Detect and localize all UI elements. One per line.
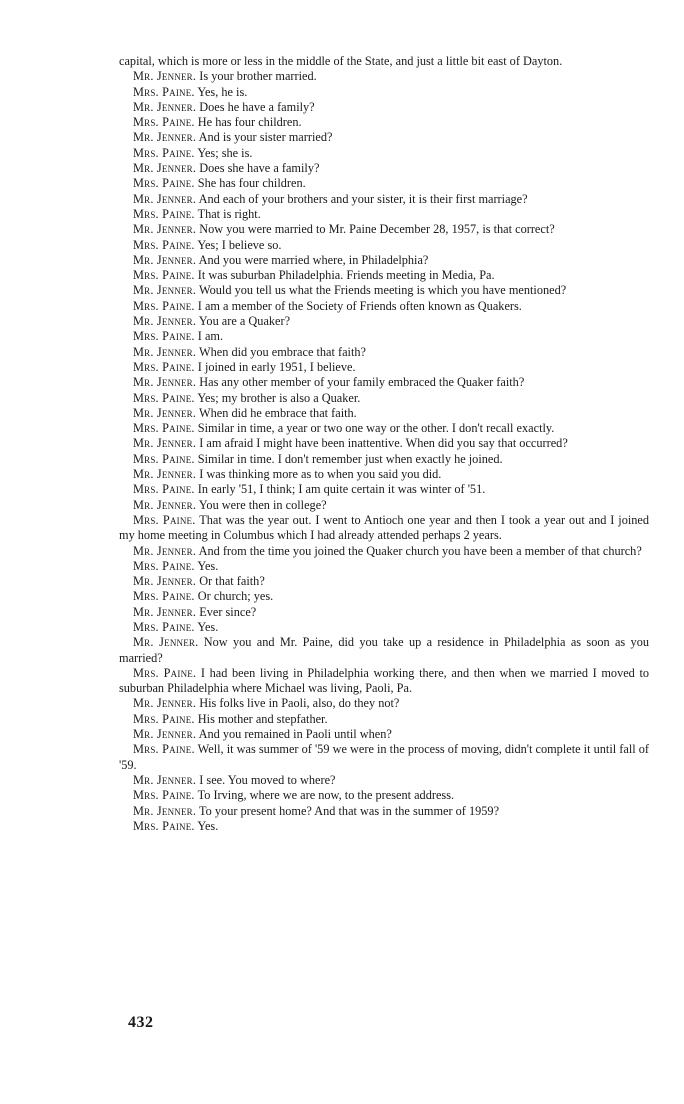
speech-text: Yes. (197, 818, 219, 833)
testimony-paragraph (119, 589, 649, 604)
speech-text: When did you embrace that faith? (199, 344, 366, 359)
testimony-paragraph (119, 482, 649, 497)
speech-text: Now you and Mr. Paine, did you take up a residence in Philadelphia as soon as you married? (119, 635, 649, 665)
speaker-label: Mrs. Paine. (133, 84, 195, 99)
speech-text: And is your sister married? (198, 130, 333, 145)
speaker-label: Mr. Jenner. (133, 467, 197, 482)
speaker-label: Mrs. Paine. (133, 711, 195, 726)
speaker-label: Mr. Jenner. (133, 252, 197, 267)
speech-text: Is your brother married. (199, 69, 317, 84)
testimony-paragraph (119, 421, 649, 436)
testimony-paragraph (119, 314, 649, 329)
testimony-paragraph (119, 788, 649, 803)
speaker-label: Mrs. Paine. (133, 482, 195, 497)
speech-text: Yes. (197, 558, 219, 573)
speech-text: That was the year out. I went to Antioch one year and then I took a year out and I joined my home meeting in Columbus which I had already attended perhaps 2 years. (119, 512, 650, 543)
testimony-paragraph (119, 712, 649, 727)
testimony-paragraph (119, 605, 649, 620)
speaker-label: Mr. Jenner. (133, 405, 197, 420)
speaker-label: Mrs. Paine. (133, 451, 195, 466)
page-number: 432 (128, 1014, 154, 1031)
speaker-label: Mrs. Paine. (133, 558, 195, 573)
testimony-paragraph (119, 498, 649, 513)
testimony-paragraph (119, 635, 649, 666)
speaker-label: Mrs. Paine. (133, 176, 195, 191)
speaker-label: Mrs. Paine. (133, 115, 195, 130)
testimony-paragraph (119, 467, 649, 482)
testimony-paragraph (119, 115, 649, 130)
speaker-label: Mr. Jenner. (133, 191, 197, 206)
testimony-paragraph (119, 513, 649, 544)
speech-text: Well, it was summer of '59 we were in the process of moving, didn't complete it until fall of '59. (119, 742, 649, 772)
speech-text: Similar in time, a year or two one way or the other. I don't recall exactly. (197, 421, 555, 436)
speaker-label: Mr. Jenner. (133, 314, 197, 329)
speaker-label: Mrs. Paine. (133, 268, 195, 283)
testimony-paragraph (119, 452, 649, 467)
testimony-paragraph (119, 819, 649, 834)
testimony-paragraph (119, 192, 649, 207)
testimony-paragraph (119, 176, 649, 191)
speaker-label: Mrs. Paine. (133, 298, 195, 313)
speaker-label: Mr. Jenner. (133, 696, 197, 711)
testimony-paragraph (119, 238, 649, 253)
testimony-paragraph (119, 391, 649, 406)
speech-text: Yes; I believe so. (197, 237, 282, 252)
testimony-paragraph (119, 742, 649, 773)
testimony-paragraph (119, 283, 649, 298)
speech-text: Would you tell us what the Friends meeting is which you have mentioned? (199, 283, 567, 298)
testimony-paragraph (119, 544, 649, 559)
speaker-label: Mr. Jenner. (133, 222, 197, 237)
speaker-label: Mrs. Paine. (133, 145, 195, 160)
testimony-paragraph (119, 375, 649, 390)
testimony-paragraph (119, 804, 649, 819)
speaker-label: Mrs. Paine. (133, 329, 195, 344)
speaker-label: Mrs. Paine. (133, 619, 195, 634)
speech-text: Has any other member of your family embraced the Quaker faith? (199, 375, 525, 390)
speaker-label: Mr. Jenner. (133, 803, 197, 818)
speech-text: Does she have a family? (199, 161, 320, 176)
speech-text: Or that faith? (199, 574, 265, 589)
testimony-paragraph (119, 299, 649, 314)
speech-text: To your present home? And that was in the summer of 1959? (199, 803, 500, 818)
testimony-paragraph (119, 161, 649, 176)
speaker-label: Mr. Jenner. (133, 436, 197, 451)
testimony-paragraph (119, 360, 649, 375)
speech-text: I had been living in Philadelphia working there, and then when we married I moved to suburban Philadelphia where Michael was living, Paoli, Pa. (119, 665, 650, 696)
speech-text: Does he have a family? (199, 99, 315, 114)
speaker-label: Mr. Jenner. (133, 130, 197, 145)
speaker-label: Mrs. Paine. (133, 589, 195, 604)
speech-text: Ever since? (199, 604, 257, 619)
testimony-paragraph (119, 436, 649, 451)
testimony-paragraph (119, 559, 649, 574)
testimony-paragraph (119, 85, 649, 100)
speech-text: Yes, he is. (197, 84, 248, 99)
speaker-label: Mr. Jenner. (133, 772, 197, 787)
speaker-label: Mr. Jenner. (133, 69, 197, 84)
speech-text: In early '51, I think; I am quite certain it was winter of '51. (197, 482, 486, 497)
speaker-label: Mr. Jenner. (133, 161, 197, 176)
testimony-paragraph (119, 727, 649, 742)
speech-text: You were then in college? (198, 497, 327, 512)
speaker-label: Mr. Jenner. (133, 344, 197, 359)
testimony-paragraph (119, 207, 649, 222)
speech-text: I am. (197, 329, 224, 344)
speech-text: And from the time you joined the Quaker church you have been a member of that church? (198, 543, 642, 558)
speech-text: Now you were married to Mr. Paine December 28, 1957, is that correct? (199, 222, 555, 237)
speech-text: Or church; yes. (197, 589, 274, 604)
speech-text: His folks live in Paoli, also, do they not? (199, 696, 400, 711)
speaker-label: Mrs. Paine. (133, 788, 195, 803)
speaker-label: Mr. Jenner. (133, 543, 197, 558)
speaker-label: Mr. Jenner. (133, 375, 197, 390)
speech-text: I was thinking more as to when you said you did. (199, 467, 442, 482)
testimony-paragraph (119, 329, 649, 344)
speaker-label: Mrs. Paine. (133, 206, 195, 221)
speech-text: Yes; she is. (197, 145, 253, 160)
testimony-paragraph (119, 268, 649, 283)
testimony-paragraph (119, 130, 649, 145)
speech-text: His mother and stepfather. (197, 711, 328, 726)
testimony-paragraph (119, 146, 649, 161)
testimony-paragraph (119, 620, 649, 635)
speaker-label: Mrs. Paine. (133, 512, 196, 527)
speech-text: capital, which is more or less in the middle of the State, and just a little bit east of Dayton. (119, 54, 563, 68)
testimony-text (119, 54, 649, 834)
speaker-label: Mr. Jenner. (133, 99, 197, 114)
speech-text: You are a Quaker? (198, 314, 291, 329)
speaker-label: Mr. Jenner. (133, 635, 199, 650)
speech-text: Similar in time. I don't remember just when exactly he joined. (197, 451, 503, 466)
speech-text: To Irving, where we are now, to the present address. (197, 788, 455, 803)
speaker-label: Mrs. Paine. (133, 818, 195, 833)
speech-text: I joined in early 1951, I believe. (197, 359, 356, 374)
speaker-label: Mr. Jenner. (133, 604, 197, 619)
speaker-label: Mrs. Paine. (133, 742, 195, 757)
testimony-paragraph (119, 406, 649, 421)
speech-text: I see. You moved to where? (199, 772, 336, 787)
speaker-label: Mr. Jenner. (133, 497, 197, 512)
speech-text: He has four children. (197, 115, 302, 130)
speech-text: That is right. (197, 206, 261, 221)
speaker-label: Mr. Jenner. (133, 283, 197, 298)
speaker-label: Mrs. Paine. (133, 421, 195, 436)
speaker-label: Mrs. Paine. (133, 359, 195, 374)
speech-text: I am afraid I might have been inattentive. When did you say that occurred? (199, 436, 568, 451)
testimony-paragraph (119, 54, 649, 69)
speech-text: Yes. (197, 619, 219, 634)
speech-text: Yes; my brother is also a Quaker. (197, 390, 361, 405)
testimony-paragraph (119, 574, 649, 589)
speech-text: When did he embrace that faith. (199, 405, 357, 420)
speech-text: She has four children. (197, 176, 306, 191)
speaker-label: Mrs. Paine. (133, 390, 195, 405)
speaker-label: Mr. Jenner. (133, 574, 197, 589)
speech-text: It was suburban Philadelphia. Friends meeting in Media, Pa. (197, 268, 495, 283)
speech-text: And you remained in Paoli until when? (198, 727, 392, 742)
speech-text: And each of your brothers and your sister, it is their first marriage? (198, 191, 528, 206)
speaker-label: Mrs. Paine. (133, 237, 195, 252)
testimony-paragraph (119, 69, 649, 84)
speech-text: And you were married where, in Philadelphia? (198, 252, 429, 267)
speech-text: I am a member of the Society of Friends often known as Quakers. (197, 298, 522, 313)
testimony-paragraph (119, 345, 649, 360)
testimony-paragraph (119, 100, 649, 115)
testimony-paragraph (119, 666, 649, 697)
speaker-label: Mr. Jenner. (133, 727, 197, 742)
speaker-label: Mrs. Paine. (133, 665, 197, 680)
testimony-paragraph (119, 253, 649, 268)
testimony-paragraph (119, 773, 649, 788)
testimony-paragraph (119, 696, 649, 711)
testimony-paragraph (119, 222, 649, 237)
